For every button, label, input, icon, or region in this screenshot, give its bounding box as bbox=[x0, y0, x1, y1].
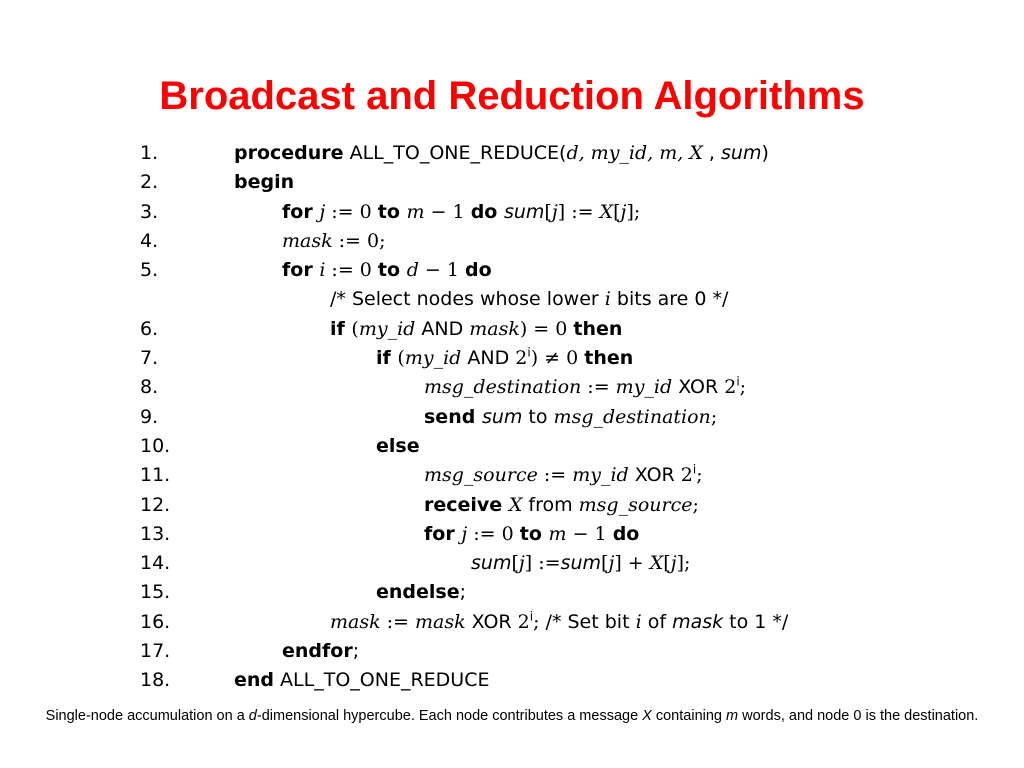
line-number: 15. bbox=[140, 581, 171, 604]
math-var: my_id bbox=[615, 376, 673, 399]
math-var: j bbox=[518, 552, 525, 575]
code-line bbox=[140, 637, 900, 666]
math-var: j bbox=[608, 552, 615, 575]
math-symbol: ) ≠ 0 bbox=[530, 347, 585, 370]
code-line bbox=[140, 520, 900, 549]
math-symbol: 2 bbox=[680, 464, 693, 487]
code-comment bbox=[330, 285, 728, 314]
math-symbol: [ bbox=[544, 200, 552, 223]
line-number: 2. bbox=[140, 171, 159, 194]
math-var: i bbox=[604, 288, 611, 311]
math-var: i bbox=[635, 610, 642, 633]
math-symbol: ]; bbox=[626, 200, 641, 223]
math-symbol: ( bbox=[397, 347, 405, 370]
keyword: endelse bbox=[376, 581, 460, 604]
math-symbol: − 1 bbox=[418, 259, 465, 282]
code-text bbox=[424, 491, 699, 520]
keyword: if bbox=[330, 317, 352, 340]
line-number: 7. bbox=[140, 347, 159, 370]
code-line bbox=[140, 344, 900, 373]
math-symbol: ) = 0 bbox=[519, 317, 574, 340]
plain-text: of bbox=[641, 610, 673, 633]
math-symbol: ] := bbox=[557, 200, 600, 223]
math-symbol: 2 bbox=[724, 376, 737, 399]
plain-text: /* Set bit bbox=[539, 610, 636, 633]
math-symbol: := 0 bbox=[325, 200, 378, 223]
code-text bbox=[376, 344, 633, 373]
plain-text: ) bbox=[761, 142, 769, 164]
line-number: 18. bbox=[140, 669, 171, 692]
math-var: d, my_id, m, X bbox=[566, 142, 703, 164]
math-symbol: := 0 bbox=[467, 522, 520, 545]
caption-var-x: X bbox=[642, 708, 652, 724]
math-symbol: − 1 bbox=[566, 522, 613, 545]
keyword: else bbox=[376, 434, 420, 457]
italic-text: sum bbox=[481, 405, 523, 428]
caption-text: containing bbox=[651, 708, 727, 724]
code-text bbox=[424, 373, 746, 402]
figure-caption bbox=[40, 708, 984, 725]
plain-text: to 1 */ bbox=[723, 610, 789, 633]
keyword: then bbox=[584, 347, 634, 370]
plain-text: XOR bbox=[465, 610, 518, 633]
keyword: to bbox=[377, 200, 407, 223]
plain-text: ALL_TO_ONE_REDUCE( bbox=[343, 142, 567, 164]
code-line bbox=[140, 256, 900, 285]
italic-text: mask bbox=[672, 610, 724, 633]
keyword: procedure bbox=[234, 142, 344, 164]
keyword: for bbox=[424, 522, 462, 545]
superscript: i bbox=[529, 609, 534, 624]
code-text bbox=[234, 139, 769, 168]
code-text bbox=[424, 520, 639, 549]
code-line bbox=[140, 549, 900, 578]
math-symbol: [ bbox=[601, 552, 609, 575]
code-line bbox=[140, 227, 900, 256]
italic-text: sum bbox=[560, 552, 602, 575]
math-var: j bbox=[670, 552, 677, 575]
code-line bbox=[140, 168, 900, 197]
algorithm-listing bbox=[140, 139, 900, 696]
math-var: X bbox=[649, 552, 664, 575]
code-text bbox=[330, 315, 622, 344]
keyword: if bbox=[376, 347, 398, 370]
code-line bbox=[140, 285, 900, 314]
line-number: 12. bbox=[140, 493, 171, 516]
italic-text: sum bbox=[721, 142, 762, 164]
plain-text: AND bbox=[461, 347, 516, 370]
math-symbol: := bbox=[380, 610, 416, 633]
plain-text: ALL_TO_ONE_REDUCE bbox=[274, 669, 490, 692]
keyword: end bbox=[234, 669, 275, 692]
math-symbol: := 0 bbox=[325, 259, 378, 282]
line-number: 10. bbox=[140, 434, 171, 457]
math-var: j bbox=[620, 200, 627, 223]
keyword: send bbox=[424, 405, 482, 428]
math-var: msg_destination bbox=[553, 405, 711, 428]
caption-var-m: m bbox=[726, 708, 739, 724]
superscript: i bbox=[736, 375, 740, 390]
caption-text: words, and node 0 is the destination. bbox=[738, 708, 979, 724]
keyword: to bbox=[519, 522, 549, 545]
keyword: endfor bbox=[282, 640, 353, 663]
keyword: do bbox=[465, 259, 492, 282]
line-number: 13. bbox=[140, 522, 171, 545]
code-line bbox=[140, 373, 900, 402]
code-text bbox=[376, 578, 466, 607]
plain-text: AND bbox=[415, 317, 470, 340]
math-symbol: ( bbox=[351, 317, 359, 340]
code-line bbox=[140, 666, 900, 695]
plain-text: /* Select nodes whose lower bbox=[330, 288, 605, 311]
keyword: for bbox=[282, 259, 320, 282]
line-number: 1. bbox=[140, 142, 159, 164]
code-text bbox=[282, 637, 359, 666]
code-line bbox=[140, 315, 900, 344]
code-line bbox=[140, 491, 900, 520]
code-line bbox=[140, 432, 900, 461]
line-number: 8. bbox=[140, 376, 159, 399]
math-symbol: ; bbox=[533, 610, 540, 633]
math-symbol: ] + bbox=[614, 552, 650, 575]
math-var: my_id bbox=[404, 347, 462, 370]
code-line bbox=[140, 608, 900, 637]
code-text bbox=[330, 608, 788, 637]
math-var: my_id bbox=[572, 464, 629, 487]
code-line bbox=[140, 578, 900, 607]
keyword: to bbox=[377, 259, 407, 282]
code-text bbox=[282, 198, 640, 227]
code-text bbox=[282, 256, 492, 285]
code-text bbox=[234, 168, 294, 197]
math-var: mask bbox=[415, 610, 466, 633]
math-var: msg_destination bbox=[424, 376, 582, 399]
math-symbol: := 0; bbox=[332, 229, 386, 252]
math-var: X bbox=[508, 493, 523, 516]
slide-title: Broadcast and Reduction Algorithms bbox=[159, 74, 865, 118]
code-text bbox=[234, 666, 489, 695]
math-symbol: [ bbox=[663, 552, 671, 575]
superscript: i bbox=[692, 462, 697, 477]
math-symbol: := bbox=[581, 376, 616, 399]
line-number: 11. bbox=[140, 464, 171, 487]
math-var: j bbox=[319, 200, 326, 223]
plain-text: ; bbox=[459, 581, 467, 604]
math-symbol: ; bbox=[696, 464, 703, 487]
math-var: i bbox=[319, 259, 326, 282]
line-number: 6. bbox=[140, 317, 159, 340]
math-symbol: ]; bbox=[676, 552, 691, 575]
code-line bbox=[140, 461, 900, 490]
code-text bbox=[471, 549, 690, 578]
math-var: mask bbox=[282, 229, 333, 252]
caption-var-d: d bbox=[248, 708, 257, 724]
math-var: m bbox=[406, 200, 425, 223]
line-number: 5. bbox=[140, 259, 159, 282]
math-var: mask bbox=[469, 317, 520, 340]
line-number: 9. bbox=[140, 405, 159, 428]
math-var: mask bbox=[330, 610, 381, 633]
plain-text: , bbox=[702, 142, 721, 164]
code-text bbox=[424, 403, 717, 432]
math-var: d bbox=[406, 259, 419, 282]
math-symbol: ; bbox=[739, 376, 747, 399]
math-symbol: − 1 bbox=[424, 200, 471, 223]
math-var: m bbox=[548, 522, 567, 545]
code-text bbox=[424, 461, 703, 490]
code-text bbox=[282, 227, 386, 256]
math-symbol: 2 bbox=[517, 610, 530, 633]
keyword: do bbox=[470, 200, 504, 223]
plain-text: XOR bbox=[628, 464, 681, 487]
keyword: begin bbox=[234, 171, 295, 194]
keyword: receive bbox=[424, 493, 509, 516]
plain-text: bits are 0 */ bbox=[610, 288, 729, 311]
line-number: 17. bbox=[140, 640, 171, 663]
plain-text: XOR bbox=[672, 376, 725, 399]
math-var: my_id bbox=[358, 317, 416, 340]
caption-text: Single-node accumulation on a bbox=[45, 708, 249, 724]
math-symbol: ; bbox=[710, 405, 718, 428]
math-var: j bbox=[461, 522, 468, 545]
code-line bbox=[140, 139, 900, 168]
code-line bbox=[140, 403, 900, 432]
math-symbol: := bbox=[537, 464, 573, 487]
math-symbol: [ bbox=[511, 552, 519, 575]
keyword: do bbox=[612, 522, 640, 545]
math-symbol: [ bbox=[613, 200, 621, 223]
code-text bbox=[376, 432, 420, 461]
italic-text: sum bbox=[503, 200, 545, 223]
line-number: 14. bbox=[140, 552, 171, 575]
superscript: i bbox=[527, 345, 531, 360]
math-var: msg_source bbox=[578, 493, 693, 516]
line-number: 3. bbox=[140, 200, 159, 223]
plain-text: ; bbox=[352, 640, 360, 663]
code-line bbox=[140, 198, 900, 227]
math-var: j bbox=[551, 200, 558, 223]
plain-text: to bbox=[522, 405, 554, 428]
line-number: 16. bbox=[140, 610, 171, 633]
math-var: msg_source bbox=[424, 464, 538, 487]
keyword: then bbox=[573, 317, 623, 340]
math-symbol: ] := bbox=[524, 552, 561, 575]
italic-text: sum bbox=[471, 552, 512, 575]
line-number: 4. bbox=[140, 229, 159, 252]
math-symbol: 2 bbox=[515, 347, 528, 370]
math-var: X bbox=[599, 200, 614, 223]
plain-text: from bbox=[522, 493, 579, 516]
caption-text: -dimensional hypercube. Each node contributes a message bbox=[256, 708, 643, 724]
math-symbol: ; bbox=[692, 493, 699, 516]
keyword: for bbox=[282, 200, 320, 223]
